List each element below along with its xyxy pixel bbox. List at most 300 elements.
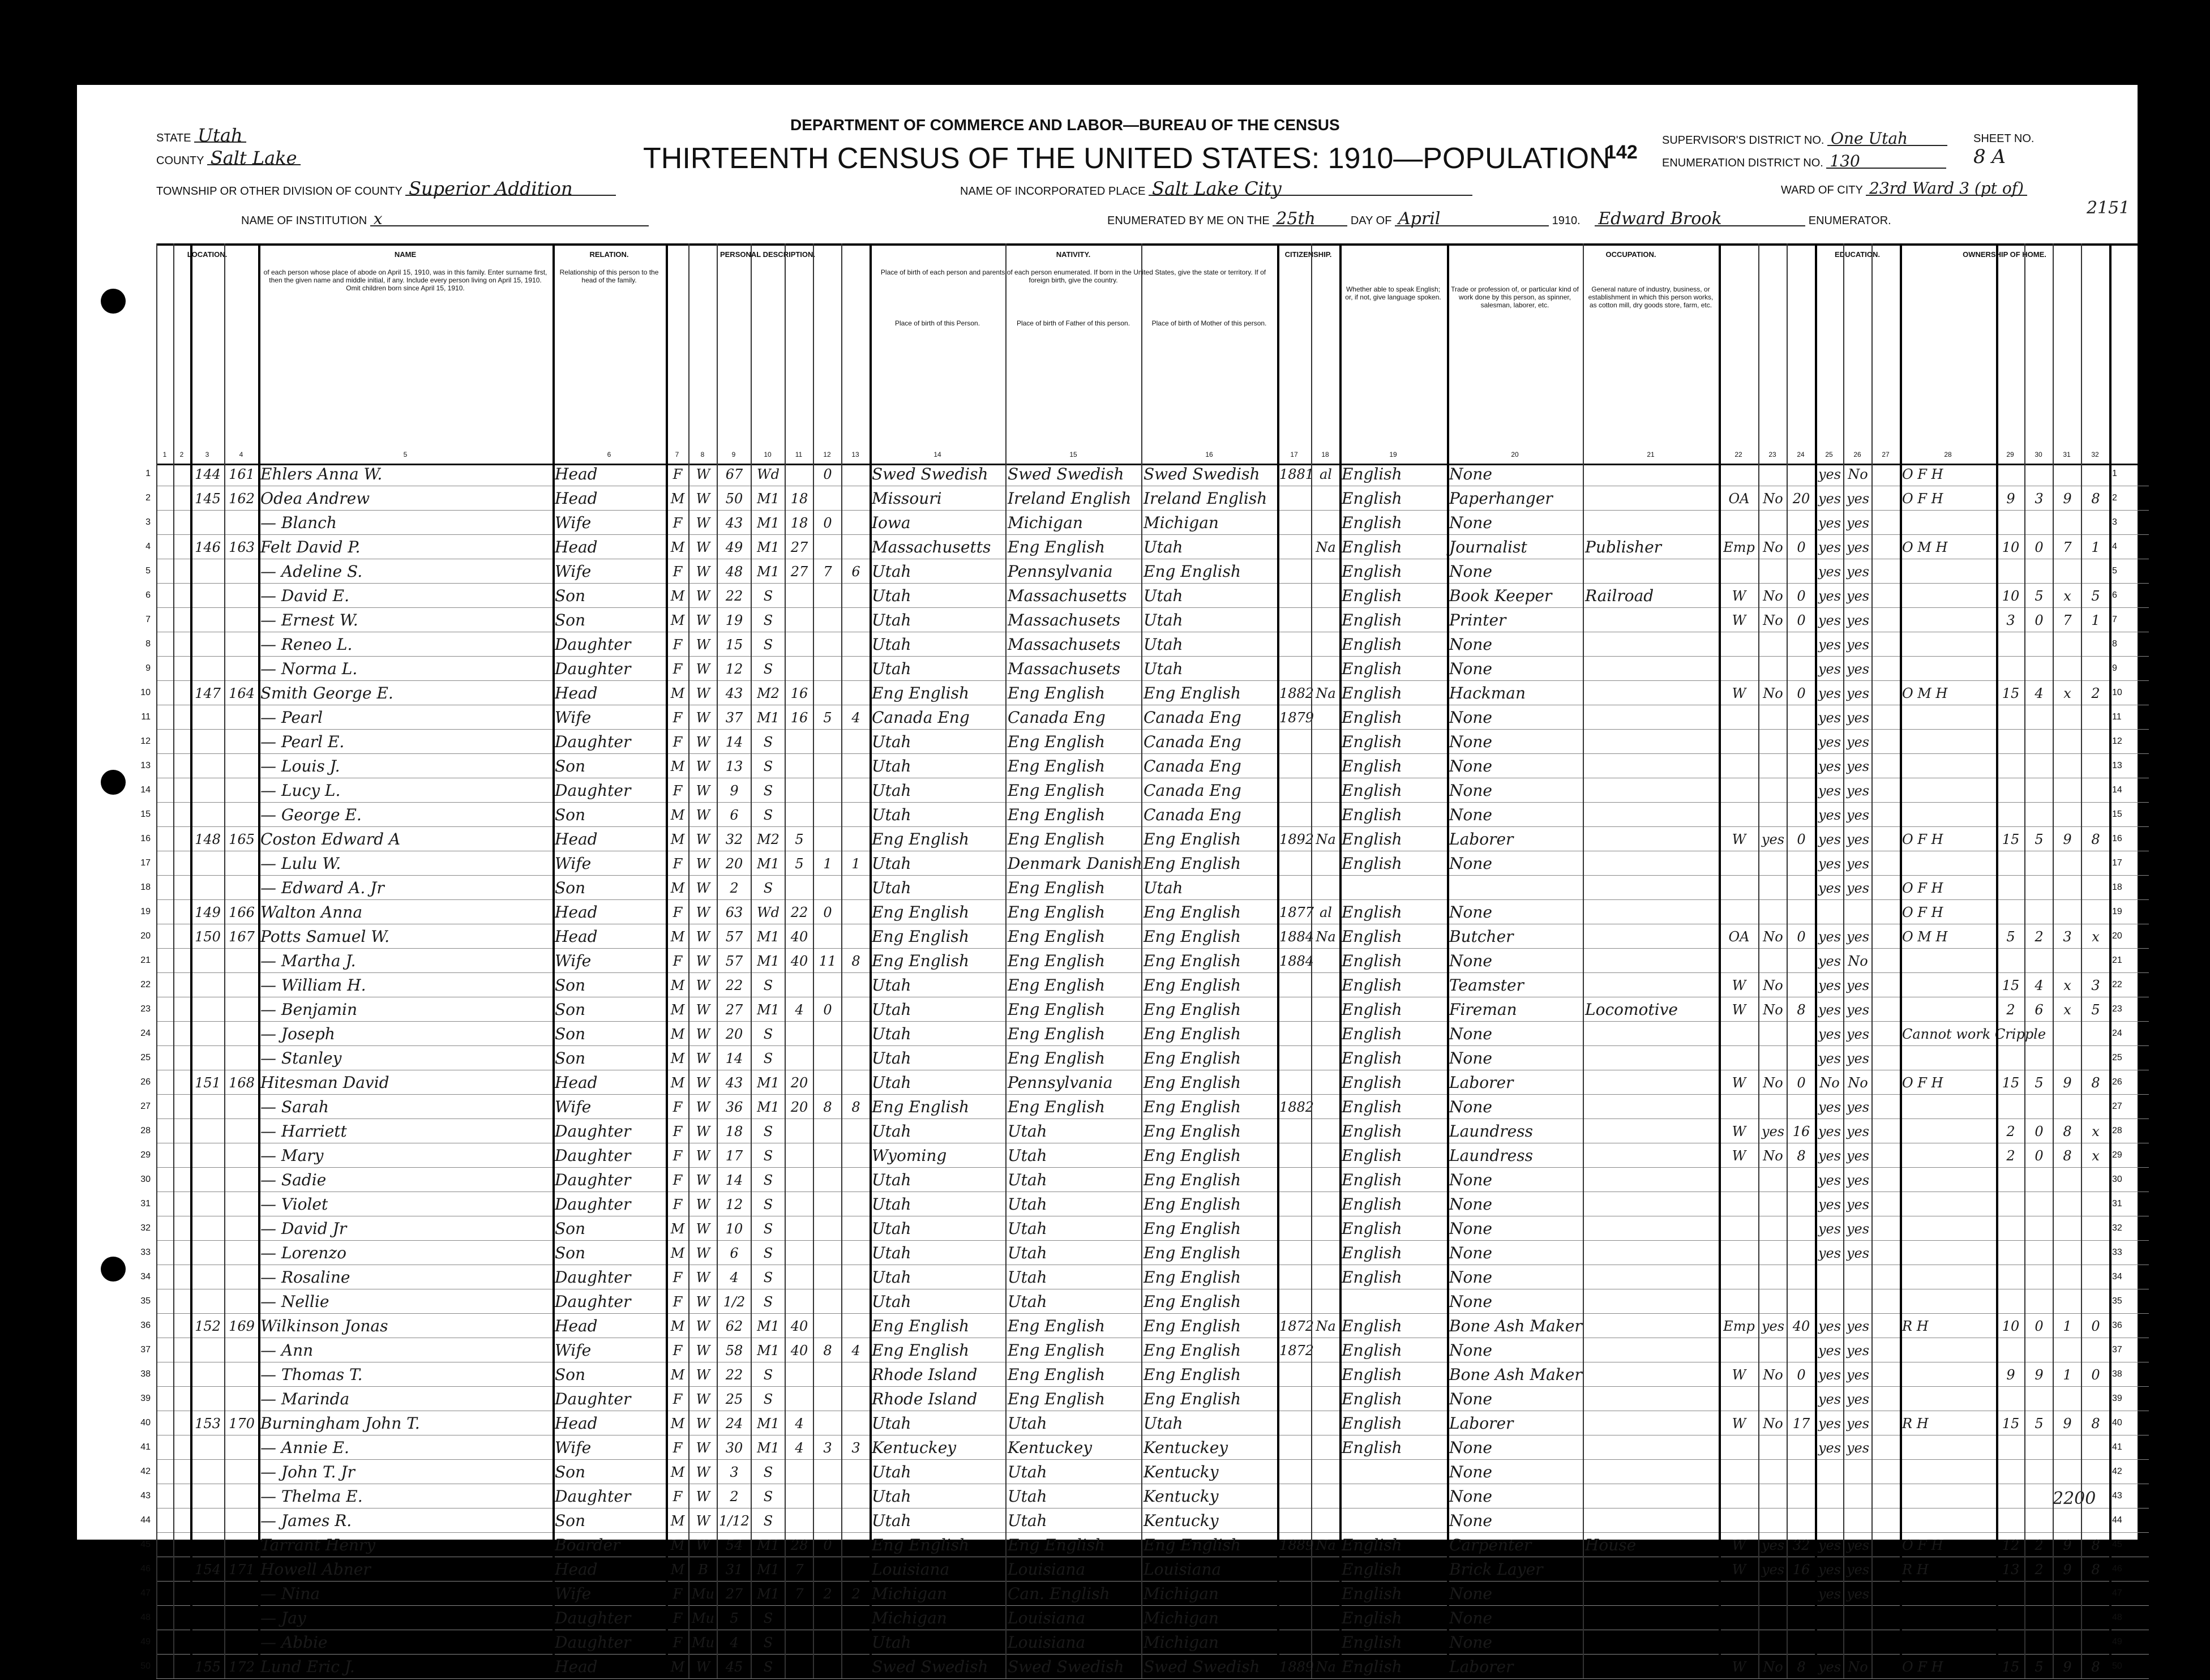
line-number: 41 [140,1442,151,1452]
cell-name: Lund Eric J. [260,1657,355,1676]
cell-race: W [696,1537,710,1553]
cell-name: — Blanch [260,513,337,532]
line-number: 30 [140,1175,151,1184]
cell-race: W [696,1440,710,1456]
cell-imm: 1889 [1279,1537,1314,1553]
cell-mar: S [763,978,773,993]
enum-month: April [1395,213,1549,226]
cell-bp: Iowa [872,513,911,532]
cell-r30 [2027,851,2051,875]
cell-fam [226,1435,257,1459]
cell-bf: Denmark Danish [1008,854,1143,873]
cell-dw [192,802,223,826]
cell-ind [1585,948,1718,972]
cell-imm [1279,1240,1310,1265]
cell-trade: Printer [1449,611,1506,629]
cell-yrs [787,1240,812,1265]
cell-own: O F H [1902,491,1943,507]
cell-born [815,534,840,559]
cell-r32 [2083,1216,2108,1240]
cell-name: Walton Anna [260,903,363,922]
ward-label: WARD OF CITY [1781,184,1863,196]
cell-born [815,875,840,899]
cell-own [1902,753,1995,778]
cell-race: W [696,710,710,726]
cell-nat [1313,486,1338,510]
cell-rel: Son [555,878,586,897]
cell-dw [192,1630,223,1654]
cell-name: Howell Abner [260,1560,371,1579]
cell-unemp [1761,729,1785,753]
cell-read: yes [1818,953,1841,969]
cell-imm [1279,1386,1310,1411]
cell-bp: Wyoming [872,1146,947,1165]
cell-imm [1279,875,1310,899]
cell-r31 [2055,1459,2080,1484]
cell-fam: 168 [229,1075,255,1091]
cell-imm: 1892 [1279,832,1314,847]
cell-bf: Utah [1008,1511,1047,1530]
cell-dw [192,632,223,656]
cell-age: 30 [725,1440,743,1456]
cell-write: yes [1846,1245,1870,1261]
cell-mar: S [763,612,773,628]
cell-read [1817,1265,1842,1289]
cell-mar: M1 [757,1440,780,1456]
cell-bf: Utah [1008,1487,1047,1506]
line-number: 19 [140,907,151,916]
cell-read: yes [1818,978,1841,993]
column-divider [1311,243,1312,1678]
cell-rel: Daughter [555,1122,631,1141]
cell-age: 27 [725,1002,743,1018]
table-row [140,1484,2149,1508]
cell-liv [843,1484,868,1508]
cell-emp: W [1732,685,1746,701]
cell-imm: 1877 [1279,905,1314,920]
cell-r31 [2055,1094,2080,1118]
cell-age: 14 [725,734,743,750]
cell-read: yes [1818,783,1841,799]
cell-sex: M [670,1416,685,1432]
cell-sex: F [673,1294,683,1310]
cell-r32 [2083,753,2108,778]
cell-born: 5 [823,710,832,726]
cell-own [1902,1605,1995,1630]
line-number: 34 [140,1272,151,1282]
cell-ind: Railroad [1585,586,1654,605]
cell-emp [1721,1240,1757,1265]
cell-race: Mu [691,1610,715,1626]
cell-write [1845,1605,1870,1630]
cell-wks [1789,510,1814,534]
cell-r31 [2055,1289,2080,1313]
cell-sex: M [670,1051,685,1066]
cell-r32 [2083,1289,2108,1313]
cell-bf: Eng English [1008,757,1106,775]
cell-r30 [2027,875,2051,899]
column-divider [224,243,225,1678]
cell-trade: Hackman [1449,684,1526,702]
cell-bp: Massachusetts [872,538,991,556]
cell-mar: M1 [757,1075,780,1091]
cell-wks [1789,778,1814,802]
cell-mar: Wd [756,905,780,920]
cell-liv [843,972,868,997]
cell-sex: M [670,1659,685,1675]
cell-r31: 1 [2063,1367,2072,1383]
cell-ind: House [1585,1536,1637,1554]
cell-trade: Book Keeper [1449,586,1552,605]
cell-dw [192,1532,223,1557]
line-number: 10 [2112,688,2122,697]
cell-liv [843,802,868,826]
cell-wks [1789,1216,1814,1240]
cell-emp: W [1732,978,1746,993]
line-number: 41 [2112,1442,2122,1452]
cell-imm [1279,559,1310,583]
cell-write [1845,899,1870,924]
cell-wks [1789,753,1814,778]
cell-unemp [1761,1630,1785,1654]
cell-mar: M1 [757,1099,780,1115]
cell-dw: 145 [195,491,221,507]
cell-name: Odea Andrew [260,489,370,508]
cell-wks: 0 [1797,539,1806,555]
cell-r31 [2055,778,2080,802]
cell-r31: 9 [2063,1659,2072,1675]
column-divider [841,243,842,1678]
cell-own: O F H [1902,1537,1943,1553]
cell-trade: None [1449,903,1492,922]
cell-r32 [2083,656,2108,680]
cell-born [815,972,840,997]
cell-bp: Eng English [872,1098,970,1116]
cell-r29 [1998,1508,2023,1532]
cell-mar: S [763,1513,773,1529]
cell-emp: Emp [1723,1318,1755,1334]
line-number: 24 [140,1028,151,1038]
line-number: 16 [140,834,151,843]
cell-ind [1585,705,1718,729]
cell-ind [1585,1362,1718,1386]
cell-ind [1585,461,1718,486]
cell-r30 [2027,1581,2051,1605]
cell-write: yes [1846,1391,1870,1407]
cell-trade: None [1449,635,1492,654]
cell-race: Mu [691,1635,715,1651]
cell-liv [843,729,868,753]
line-number: 14 [140,785,151,795]
cell-rel: Wife [555,1438,592,1457]
cell-bm: Eng English [1143,952,1241,970]
cell-name: — Thelma E. [260,1487,363,1506]
cell-yrs [787,972,812,997]
cell-lang: English [1342,1365,1402,1384]
line-number: 23 [2112,1004,2122,1014]
cell-emp [1721,1094,1757,1118]
cell-wks: 17 [1792,1416,1810,1432]
cell-unemp [1761,1289,1785,1313]
cell-yrs: 28 [790,1537,808,1553]
cell-rel: Son [555,1511,586,1530]
cell-rel: Son [555,976,586,995]
cell-nat [1313,1094,1338,1118]
nativity-column-desc: Place of birth of each person and parents of each person enumerated. If born in the United States, give the state or territory. If of foreign birth, give the country. [880,268,1266,284]
column-number: 20 [1511,451,1519,458]
cell-fam [226,1338,257,1362]
cell-bf: Eng English [1008,1341,1106,1360]
cell-bf: Canada Eng [1008,708,1106,727]
cell-own [1902,778,1995,802]
cell-yrs: 16 [790,685,808,701]
cell-liv [843,1118,868,1143]
cell-emp: W [1732,1148,1746,1164]
cell-r32: x [2092,1148,2100,1164]
cell-trade: None [1449,732,1492,751]
cell-r29 [1998,1021,2023,1045]
cell-dw [192,1021,223,1045]
line-number: 50 [140,1661,151,1671]
cell-sex: F [673,1197,683,1212]
cell-dw [192,729,223,753]
cell-trade: None [1449,1438,1492,1457]
cell-wks [1789,1508,1814,1532]
cell-age: 18 [725,1124,743,1139]
cell-sex: F [673,1172,683,1188]
cell-wks [1789,1435,1814,1459]
cell-emp [1721,461,1757,486]
cell-r32 [2083,1192,2108,1216]
cell-sex: F [673,1586,683,1602]
cell-bf: Eng English [1008,976,1106,995]
cell-bp: Utah [872,1292,911,1311]
cell-yrs: 7 [795,1562,804,1578]
cell-race: W [696,1489,710,1505]
cell-r30 [2027,1605,2051,1630]
cell-wks [1789,1094,1814,1118]
cell-bp: Utah [872,1633,911,1652]
cell-bp: Utah [872,732,911,751]
table-row [140,1192,2149,1216]
cell-own [1902,1630,1995,1654]
cell-nat [1313,510,1338,534]
column-number: 23 [1768,451,1776,458]
column-divider [2109,243,2112,1678]
cell-rel: Daughter [555,1390,631,1408]
cell-wks: 0 [1797,612,1806,628]
table-row [140,924,2149,949]
cell-wks [1789,1192,1814,1216]
cell-r32 [2083,1338,2108,1362]
cell-sex: F [673,515,683,531]
line-number: 28 [2112,1126,2122,1135]
cell-born: 0 [823,466,832,482]
cell-imm [1279,753,1310,778]
cell-ind [1585,1386,1718,1411]
cell-r30 [2027,729,2051,753]
cell-trade: Bone Ash Maker [1449,1365,1582,1384]
cell-fam [226,1532,257,1557]
cell-bm: Eng English [1143,562,1241,581]
cell-unemp [1761,1216,1785,1240]
line-number: 33 [2112,1248,2122,1257]
cell-emp: W [1732,1367,1746,1383]
cell-yrs [787,802,812,826]
cell-sex: F [673,564,683,580]
cell-age: 14 [725,1051,743,1066]
cell-dw [192,1045,223,1070]
cell-bm: Eng English [1143,1171,1241,1189]
cell-dw [192,1459,223,1484]
cell-bf: Eng English [1008,1365,1106,1384]
cell-own [1902,1581,1995,1605]
cell-fam [226,1094,257,1118]
cell-r31: 8 [2063,1124,2072,1139]
cell-race: W [696,612,710,628]
column-number: 31 [2063,451,2071,458]
birth-person-head: Place of birth of this Person. [894,319,980,327]
cell-name: — Abbie [260,1633,328,1652]
cell-bp: Utah [872,1195,911,1214]
cell-imm [1279,1435,1310,1459]
cell-wks [1789,632,1814,656]
cell-lang [1342,1459,1446,1484]
cell-nat: Na [1316,685,1336,701]
cell-lang: English [1342,1122,1402,1141]
cell-race: W [696,588,710,604]
cell-r32 [2083,1021,2108,1045]
group-name: NAME [394,250,417,259]
cell-mar: S [763,1197,773,1212]
cell-r29: 10 [2002,539,2020,555]
cell-r31 [2055,510,2080,534]
cell-bf: Utah [1008,1171,1047,1189]
cell-born [815,1630,840,1654]
cell-fam: 165 [229,832,255,847]
cell-dw [192,1192,223,1216]
cell-bp: Utah [872,635,911,654]
cell-born [815,1240,840,1265]
line-number: 1 [2112,469,2117,478]
cell-r30 [2027,461,2051,486]
institution-label: NAME OF INSTITUTION [241,215,367,227]
cell-own: R H [1902,1562,1929,1578]
line-number: 48 [140,1613,151,1622]
cell-mar: M1 [757,710,780,726]
cell-unemp: yes [1761,1318,1785,1334]
cell-ind [1585,1118,1718,1143]
cell-dw: 144 [195,466,221,482]
line-number: 6 [145,590,151,600]
cell-born: 0 [823,1537,832,1553]
cell-bf: Eng English [1008,781,1106,800]
cell-imm [1279,1630,1310,1654]
cell-bp: Rhode Island [872,1365,978,1384]
cell-ind [1585,729,1718,753]
column-number: 6 [607,451,611,458]
cell-read: yes [1818,1367,1841,1383]
cell-bm: Eng English [1143,830,1241,848]
cell-sex: M [670,491,685,507]
cell-dw [192,1216,223,1240]
cell-yrs: 5 [795,856,804,872]
cell-rel: Head [555,538,598,556]
cell-name: Burningham John T. [260,1414,420,1433]
cell-rel: Son [555,611,586,629]
column-number: 10 [764,451,772,458]
cell-race: W [696,905,710,920]
cell-unemp [1761,1265,1785,1289]
cell-name: — James R. [260,1511,352,1530]
cell-imm [1279,1557,1310,1581]
cell-born [815,1192,840,1216]
cell-write: yes [1846,1586,1870,1602]
cell-rel: Wife [555,1098,592,1116]
cell-r29 [1998,1484,2023,1508]
cell-lang: English [1342,1219,1402,1238]
cell-trade: None [1449,854,1492,873]
cell-own: O F H [1902,832,1943,847]
column-divider [173,243,174,1678]
cell-r31 [2055,1045,2080,1070]
cell-age: 14 [725,1172,743,1188]
cell-r32 [2083,1094,2108,1118]
cell-r29 [1998,778,2023,802]
cell-liv [843,997,868,1021]
cell-race: W [696,953,710,969]
line-number: 25 [2112,1053,2122,1062]
cell-emp [1721,656,1757,680]
line-number: 43 [2112,1491,2122,1501]
cell-trade: None [1449,1219,1492,1238]
cell-fam [226,705,257,729]
cell-age: 9 [730,783,739,799]
cell-trade: Butcher [1449,927,1514,946]
cell-bm: Ireland English [1143,489,1267,508]
cell-name: — Norma L. [260,659,358,678]
cell-r29: 5 [2006,929,2015,945]
cell-own [1902,997,1995,1021]
cell-r30 [2027,705,2051,729]
cell-liv [843,1265,868,1289]
cell-age: 43 [725,1075,743,1091]
cell-rel: Son [555,805,586,824]
cell-trade: None [1449,1633,1492,1652]
cell-r32 [2083,1459,2108,1484]
cell-bf: Eng English [1008,1390,1106,1408]
cell-r30: 0 [2035,1148,2044,1164]
table-row [140,1362,2149,1387]
cell-emp [1721,1605,1757,1630]
cell-rel: Daughter [555,1609,631,1627]
cell-r31: 9 [2063,1562,2072,1578]
cell-write [1845,1484,1870,1508]
cell-write: yes [1846,1051,1870,1066]
cell-rel: Son [555,1219,586,1238]
cell-rel: Head [555,1560,598,1579]
cell-age: 58 [725,1343,743,1358]
line-number: 39 [140,1394,151,1403]
cell-wks: 40 [1792,1318,1810,1334]
cell-sex: F [673,1635,683,1651]
cell-yrs [787,1143,812,1167]
cell-wks [1789,461,1814,486]
cell-liv [843,753,868,778]
cell-r32 [2083,461,2108,486]
cell-yrs: 40 [790,953,808,969]
cell-sex: F [673,637,683,653]
